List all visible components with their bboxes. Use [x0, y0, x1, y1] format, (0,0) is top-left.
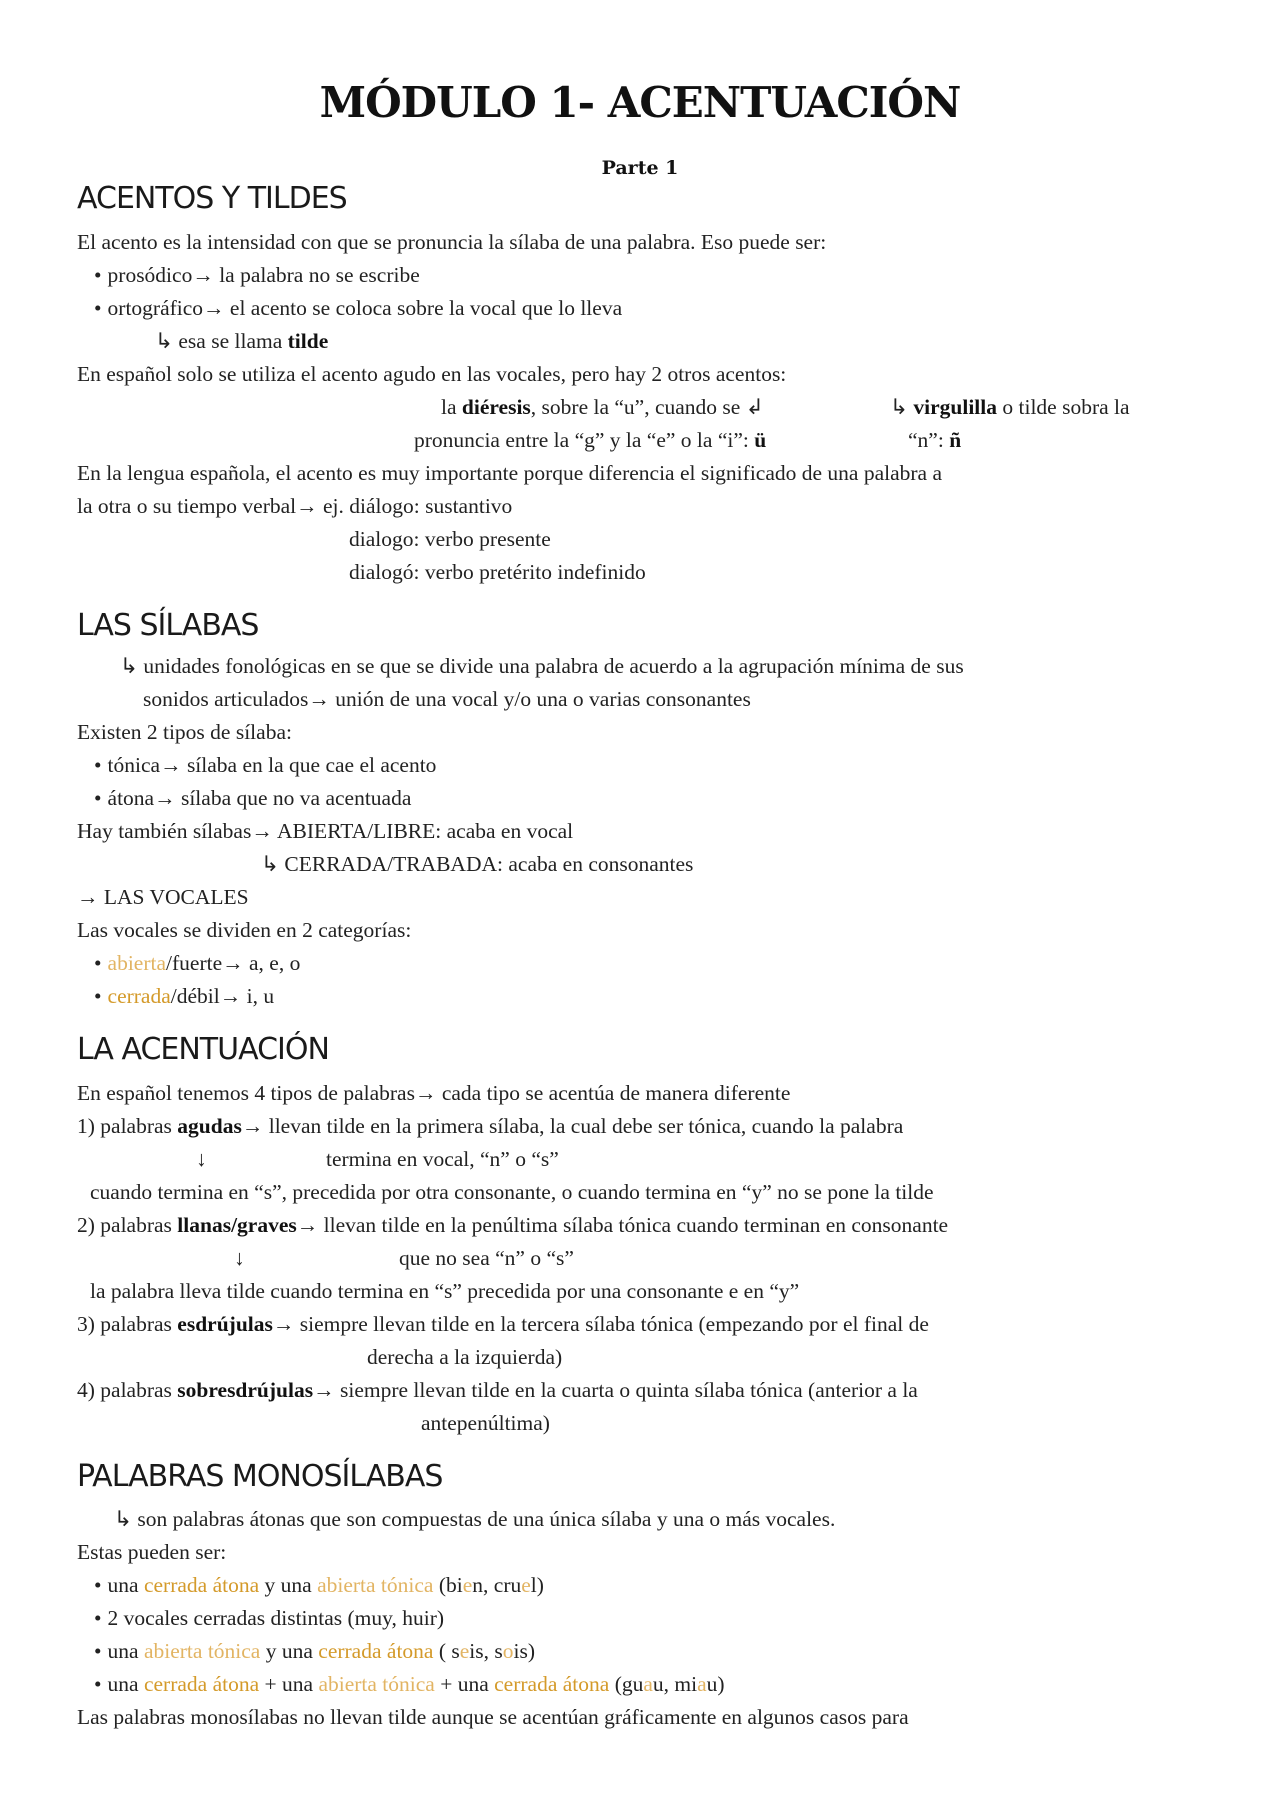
highlighted-term: abierta tónica [318, 1672, 435, 1696]
text: (gu [609, 1672, 644, 1696]
highlighted-term: cerrada átona [143, 1672, 260, 1696]
list-item: • ortográfico→ el acento se coloca sobre la vocal que lo lleva [94, 292, 622, 324]
text: pronuncia entre la “g” y la “e” o la “i”: [414, 428, 755, 452]
highlighted-letter: e [521, 1573, 531, 1597]
highlighted-letter: o [502, 1639, 514, 1663]
paragraph: En español tenemos 4 tipos de palabras→ cada tipo se acentúa de manera diferente [77, 1081, 791, 1105]
text: → llevan tilde en la penúltima sílaba tónica cuando terminan en consonante [296, 1213, 949, 1237]
highlighted-term: abierta [107, 951, 167, 975]
paragraph: Las palabras monosílabas no llevan tilde aunque se acentúan gráficamente en algunos casos para [77, 1705, 909, 1729]
down-arrow-icon: ↓ [234, 1246, 245, 1270]
section-heading-monosilabas: PALABRAS MONOSÍLABAS [77, 1459, 443, 1494]
paragraph: la palabra lleva tilde cuando termina en “s” precedida por una consonante e en “y” [90, 1279, 800, 1303]
paragraph: En la lengua española, el acento es muy importante porque diferencia el significado de una palabra a [77, 461, 943, 485]
highlighted-letter: a [697, 1672, 707, 1696]
list-item: • tónica→ sílaba en la que cae el acento [94, 749, 436, 781]
paragraph [441, 391, 764, 423]
text: , sobre la “u”, cuando se ↲ [530, 395, 764, 419]
text: una [107, 1672, 144, 1696]
section-heading-acentuacion: LA ACENTUACIÓN [77, 1032, 329, 1067]
text: + una [259, 1672, 319, 1696]
paragraph: dialogo: verbo presente [349, 527, 551, 551]
text: ↳ [890, 395, 914, 419]
paragraph: ↳ unidades fonológicas en se que se divide una palabra de acuerdo a la agrupación mínima de sus [120, 654, 964, 678]
paragraph: Las vocales se dividen en 2 categorías: [77, 918, 412, 942]
bold-term: virgulilla [913, 395, 998, 419]
paragraph: El acento es la intensidad con que se pronuncia la sílaba de una palabra. Eso puede ser: [77, 230, 827, 254]
bold-term: ü [754, 428, 767, 452]
bold-term: llanas/graves [177, 1213, 297, 1237]
list-item [94, 947, 300, 979]
text: o tilde sobra la [997, 395, 1130, 419]
highlighted-letter: e [459, 1639, 470, 1663]
paragraph: que no sea “n” o “s” [399, 1246, 574, 1270]
text: 2) palabras [77, 1213, 178, 1237]
paragraph [890, 391, 1130, 423]
paragraph: → LAS VOCALES [77, 885, 249, 909]
list-item [94, 1569, 544, 1601]
paragraph: antepenúltima) [421, 1411, 550, 1435]
paragraph: derecha a la izquierda) [367, 1345, 563, 1369]
highlighted-term: cerrada átona [143, 1573, 260, 1597]
paragraph: la otra o su tiempo verbal→ ej. diálogo: sustantivo [77, 494, 513, 518]
text: is, s [469, 1639, 503, 1663]
highlighted-letter: e [462, 1573, 473, 1597]
text: 3) palabras [77, 1312, 178, 1336]
paragraph [155, 325, 328, 357]
list-item [77, 1308, 929, 1340]
text: una [107, 1573, 144, 1597]
section-heading-acentos: ACENTOS Y TILDES [77, 181, 347, 216]
text: → siempre llevan tilde en la tercera sílaba tónica (empezando por el final de [272, 1312, 929, 1336]
text: 1) palabras [77, 1114, 178, 1138]
paragraph: termina en vocal, “n” o “s” [326, 1147, 559, 1171]
text: u, mi [652, 1672, 698, 1696]
text: una [107, 1639, 144, 1663]
list-item [77, 1110, 903, 1142]
highlighted-term: cerrada átona [494, 1672, 610, 1696]
bold-term: agudas [177, 1114, 242, 1138]
highlighted-term: cerrada átona [318, 1639, 434, 1663]
text: “n”: [908, 428, 950, 452]
paragraph: Existen 2 tipos de sílaba: [77, 720, 292, 744]
text: n, cru [472, 1573, 522, 1597]
down-arrow-icon: ↓ [196, 1147, 207, 1171]
paragraph: dialogó: verbo pretérito indefinido [349, 560, 646, 584]
paragraph: cuando termina en “s”, precedida por otra consonante, o cuando termina en “y” no se pone la tilde [90, 1180, 934, 1204]
text: y una [259, 1573, 318, 1597]
text: ↳ esa se llama [155, 329, 288, 353]
paragraph: Estas pueden ser: [77, 1540, 227, 1564]
list-item [94, 980, 274, 1012]
list-item [77, 1209, 948, 1241]
bold-term: diéresis [461, 395, 531, 419]
text: u) [706, 1672, 725, 1696]
paragraph: En español solo se utiliza el acento agudo en las vocales, pero hay 2 otros acentos: [77, 362, 787, 386]
text: y una [260, 1639, 319, 1663]
section-heading-silabas: LAS SÍLABAS [77, 608, 259, 643]
text: + una [434, 1672, 495, 1696]
highlighted-term: cerrada [107, 984, 171, 1008]
highlighted-term: abierta tónica [143, 1639, 261, 1663]
list-item: • 2 vocales cerradas distintas (muy, huir) [94, 1602, 444, 1634]
text: l) [530, 1573, 544, 1597]
text: ( s [433, 1639, 460, 1663]
page-title: MÓDULO 1- ACENTUACIÓN [319, 78, 961, 127]
text: → llevan tilde en la primera sílaba, la cual debe ser tónica, cuando la palabra [241, 1114, 904, 1138]
paragraph: Hay también sílabas→ ABIERTA/LIBRE: acaba en vocal [77, 819, 574, 843]
text: → siempre llevan tilde en la cuarta o quinta sílaba tónica (anterior a la [313, 1378, 918, 1402]
text: 4) palabras [77, 1378, 178, 1402]
list-item [94, 1668, 725, 1700]
page-subtitle: Parte 1 [601, 157, 679, 179]
paragraph: sonidos articulados→ unión de una vocal y/o una o varias consonantes [143, 687, 751, 711]
paragraph [908, 424, 961, 456]
text: (bi [433, 1573, 463, 1597]
bold-term: sobresdrújulas [177, 1378, 314, 1402]
list-item: • prosódico→ la palabra no se escribe [94, 259, 420, 291]
text: /fuerte→ a, e, o [166, 951, 301, 975]
bold-term: ñ [949, 428, 962, 452]
bold-term: esdrújulas [177, 1312, 273, 1336]
highlighted-term: abierta tónica [317, 1573, 434, 1597]
text: is) [513, 1639, 536, 1663]
text: /débil→ i, u [170, 984, 275, 1008]
highlighted-letter: a [643, 1672, 653, 1696]
paragraph: ↳ CERRADA/TRABADA: acaba en consonantes [261, 852, 694, 876]
list-item [77, 1374, 918, 1406]
paragraph [414, 424, 766, 456]
bold-term: tilde [287, 329, 329, 353]
text: la [441, 395, 462, 419]
paragraph: ↳ son palabras átonas que son compuestas de una única sílaba y una o más vocales. [114, 1507, 836, 1531]
list-item [94, 1635, 535, 1667]
list-item: • átona→ sílaba que no va acentuada [94, 782, 411, 814]
